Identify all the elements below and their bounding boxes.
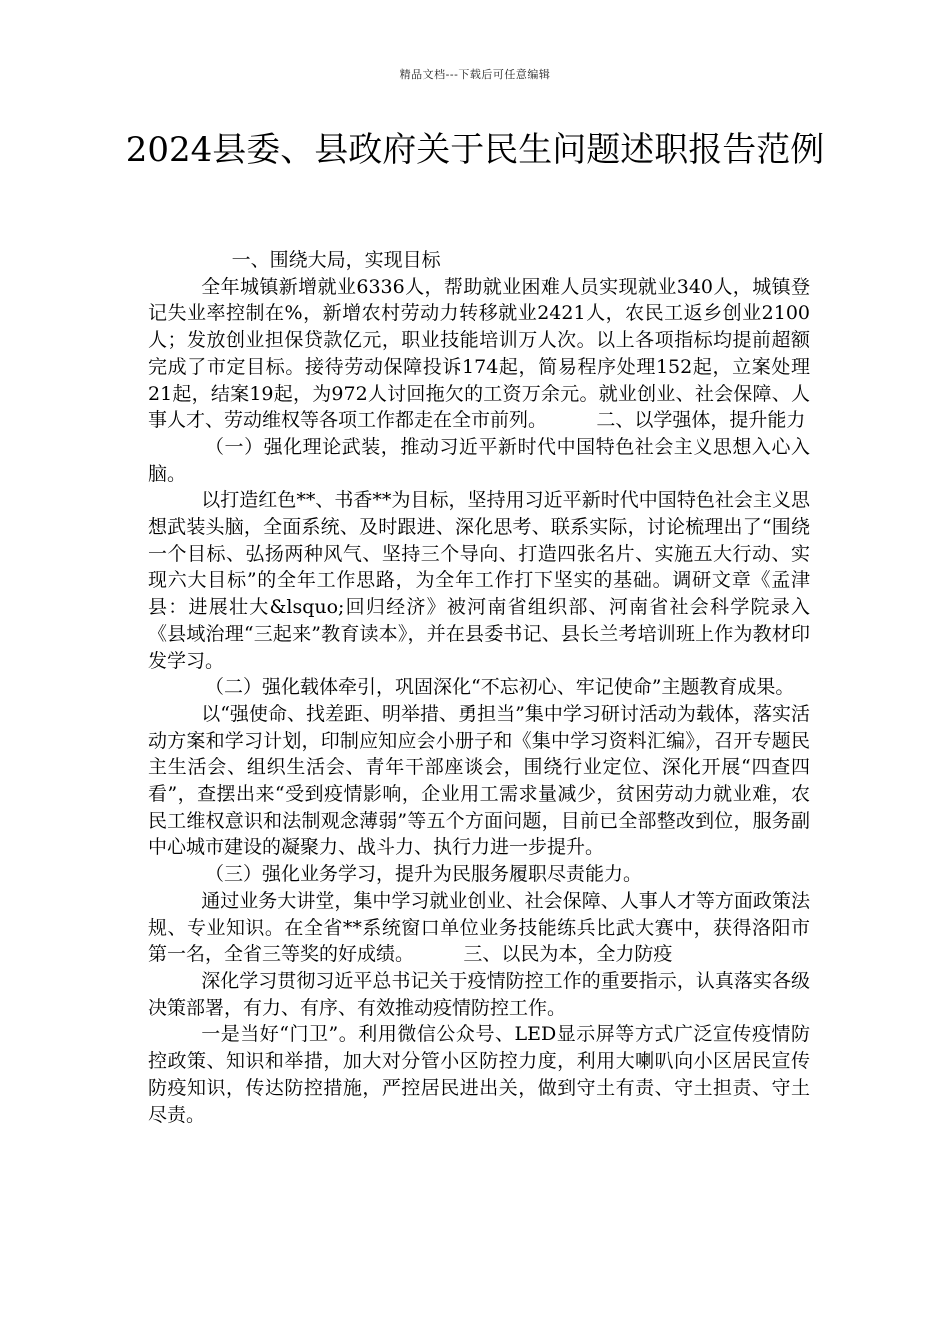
paragraph: 深化学习贯彻习近平总书记关于疫情防控工作的重要指示，认真落实各级决策部署，有力、有序、有效推动疫情防控工作。 [148,969,810,1019]
paragraph [148,274,810,434]
document-body [148,247,810,1128]
paragraph: 以打造红色**、书香**为目标，坚持用习近平新时代中国特色社会主义思想武装头脑，全面系统、及时跟进、深化思考、联系实际，讨论梳理出了“围绕一个目标、弘扬两种风气、坚持三个导向、打造四张名片、实施五大行动、实现六大目标”的全年工作思路，为全年工作打下坚实的基础。调研文章《孟津县：进展壮大&lsquo;回归经济》被河南省组织部、河南省社会科学院录入《县域治理“三起来”教育读本》，并在县委书记、县长兰考培训班上作为教材印发学习。 [148,489,810,672]
paragraph [148,888,810,968]
paragraph-text: 全年城镇新增就业6336人，帮助就业困难人员实现就业340人，城镇登记失业率控制在%，新增农村劳动力转移就业2421人，农民工返乡创业2100人；发放创业担保贷款亿元，职业技能培训万人次。以上各项指标均提前超额完成了市定目标。接待劳动保障投诉174起，简易程序处理152起，立案处理21起，结案19起，为972人讨回拖欠的工资万余元。就业创业、社会保障、人事人才、劳动维权等各项工作都走在全市前列。 [148,275,810,432]
paragraph: 以“强使命、找差距、明举措、勇担当”集中学习研讨活动为载体，落实活动方案和学习计划，印制应知应会小册子和《集中学习资料汇编》，召开专题民主生活会、组织生活会、青年干部座谈会，围绕行业定位、深化开展“四查四看”，查摆出来“受到疫情影响，企业用工需求量减少，贫困劳动力就业难，农民工维权意识和法制观念薄弱”等五个方面问题，目前已全部整改到位，服务副中心城市建设的凝聚力、战斗力、执行力进一步提升。 [148,702,810,859]
header-note: 精品文档---下载后可任意编辑 [399,68,551,81]
section-heading-2: 二、以学强体，提升能力 [596,409,806,432]
paragraph: 一是当好“门卫”。利用微信公众号、LED显示屏等方式广泛宣传疫情防控政策、知识和举措，加大对分管小区防控力度，利用大喇叭向小区居民宣传防疫知识，传达防控措施，严控居民进出关，做到守土有责、守土担责、守土尽责。 [148,1023,810,1126]
section-heading-3: 三、以民为本，全力防疫 [463,943,673,966]
page-title: 2024县委、县政府关于民生问题述职报告范例 [125,130,825,170]
subsection-heading-2: （二）强化载体牵引，巩固深化“不忘初心、牢记使命”主题教育成果。 [205,676,795,699]
section-heading-1: 一、围绕大局，实现目标 [231,249,441,271]
paragraph-text: 通过业务大讲堂，集中学习就业创业、社会保障、人事人才等方面政策法规、专业知识。在全省**系统窗口单位业务技能练兵比武大赛中，获得洛阳市第一名，全省三等奖的好成绩。 [148,889,810,966]
subsection-heading-1: （一）强化理论武装，推动习近平新时代中国特色社会主义思想入心入脑。 [148,435,810,485]
subsection-heading-3: （三）强化业务学习，提升为民服务履职尽责能力。 [205,863,643,886]
